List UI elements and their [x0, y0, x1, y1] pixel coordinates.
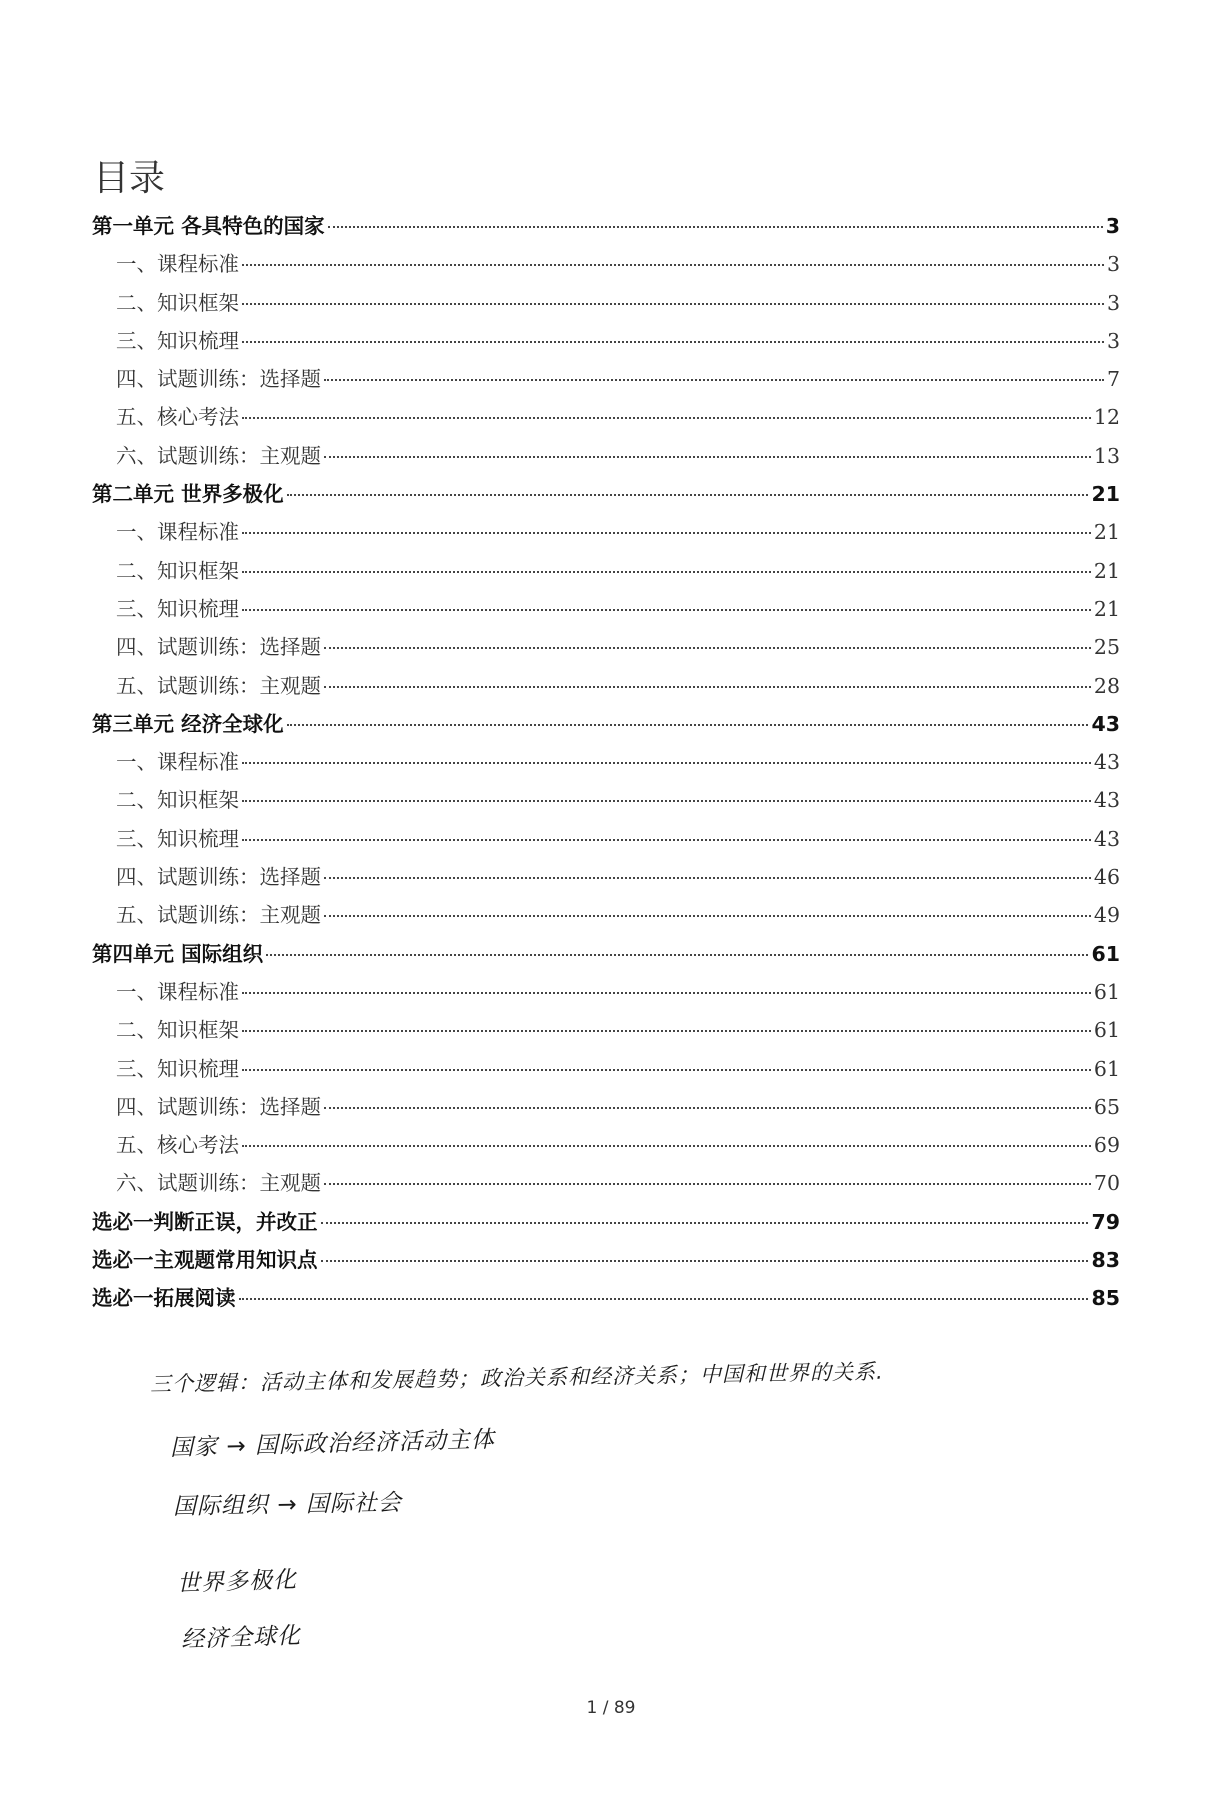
- dot-leader: [242, 264, 1104, 266]
- handwritten-note: 世界多极化: [176, 1566, 298, 1598]
- dot-leader: [324, 877, 1091, 879]
- toc-unit-entry[interactable]: [92, 1241, 1120, 1279]
- toc-entry-page-number: 61: [1091, 941, 1120, 966]
- toc-entry-label: 三、知识梳理: [116, 826, 239, 851]
- dot-leader: [324, 456, 1091, 458]
- toc-entry-page-number: 83: [1091, 1248, 1120, 1273]
- toc-sub-entry[interactable]: [92, 896, 1120, 934]
- toc-entry-page-number: 25: [1093, 635, 1120, 660]
- dot-leader: [324, 1183, 1091, 1185]
- toc-entry-page-number: 69: [1093, 1133, 1120, 1158]
- toc-entry-page-number: 61: [1093, 1018, 1120, 1043]
- toc-entry-label: 四、试题训练：选择题: [116, 635, 321, 660]
- toc-sub-entry[interactable]: [92, 820, 1120, 858]
- toc-sub-entry[interactable]: [92, 513, 1120, 551]
- toc-entry-label: 选必一拓展阅读: [92, 1286, 236, 1311]
- toc-sub-entry[interactable]: [92, 973, 1120, 1011]
- toc-entry-label: 四、试题训练：选择题: [116, 1094, 321, 1119]
- toc-sub-entry[interactable]: [92, 1050, 1120, 1088]
- toc-entry-page-number: 79: [1091, 1209, 1120, 1234]
- dot-leader: [242, 341, 1104, 343]
- dot-leader: [242, 303, 1104, 305]
- toc-entry-label: 四、试题训练：选择题: [116, 865, 321, 890]
- dot-leader: [266, 954, 1088, 956]
- dot-leader: [324, 686, 1091, 688]
- toc-entry-page-number: 28: [1093, 673, 1120, 698]
- dot-leader: [242, 992, 1091, 994]
- dot-leader: [242, 417, 1091, 419]
- toc-entry-label: 选必一主观题常用知识点: [92, 1248, 318, 1273]
- toc-entry-page-number: 21: [1093, 558, 1120, 583]
- toc-entry-page-number: 46: [1093, 865, 1120, 890]
- toc-entry-label: 一、课程标准: [116, 520, 239, 545]
- toc-sub-entry[interactable]: [92, 437, 1120, 475]
- toc-entry-label: 三、知识梳理: [116, 596, 239, 621]
- dot-leader: [328, 226, 1103, 228]
- toc-entry-page-number: 3: [1106, 290, 1120, 315]
- toc-entry-label: 三、知识梳理: [116, 328, 239, 353]
- toc-entry-page-number: 43: [1093, 826, 1120, 851]
- toc-entry-page-number: 3: [1106, 252, 1120, 277]
- dot-leader: [287, 494, 1089, 496]
- toc-entry-page-number: 61: [1093, 1056, 1120, 1081]
- toc-entry-label: 四、试题训练：选择题: [116, 367, 321, 392]
- toc-entry-label: 六、试题训练：主观题: [116, 1171, 321, 1196]
- toc-entry-label: 一、课程标准: [116, 750, 239, 775]
- toc-entry-label: 二、知识框架: [116, 558, 239, 583]
- toc-entry-page-number: 85: [1091, 1286, 1120, 1311]
- toc-unit-entry[interactable]: [92, 705, 1120, 743]
- toc-entry-label: 五、核心考法: [116, 1133, 239, 1158]
- toc-sub-entry[interactable]: [92, 245, 1120, 283]
- toc-entry-label: 第二单元 世界多极化: [92, 482, 284, 507]
- table-of-contents: [92, 207, 1120, 1318]
- dot-leader: [242, 532, 1091, 534]
- toc-entry-page-number: 3: [1106, 328, 1120, 353]
- toc-sub-entry[interactable]: [92, 1126, 1120, 1164]
- dot-leader: [324, 915, 1091, 917]
- toc-sub-entry[interactable]: [92, 743, 1120, 781]
- toc-sub-entry[interactable]: [92, 1088, 1120, 1126]
- toc-sub-entry[interactable]: [92, 398, 1120, 436]
- toc-entry-label: 三、知识梳理: [116, 1056, 239, 1081]
- page-number: 1 / 89: [586, 1698, 636, 1718]
- toc-entry-page-number: 70: [1093, 1171, 1120, 1196]
- toc-sub-entry[interactable]: [92, 858, 1120, 896]
- toc-unit-entry[interactable]: [92, 207, 1120, 245]
- toc-entry-page-number: 12: [1093, 405, 1120, 430]
- toc-heading: 目录: [93, 158, 166, 199]
- toc-sub-entry[interactable]: [92, 552, 1120, 590]
- toc-entry-label: 五、试题训练：主观题: [116, 903, 321, 928]
- dot-leader: [242, 571, 1091, 573]
- toc-entry-label: 五、试题训练：主观题: [116, 673, 321, 698]
- toc-entry-page-number: 43: [1093, 788, 1120, 813]
- toc-entry-page-number: 21: [1093, 520, 1120, 545]
- toc-entry-label: 一、课程标准: [116, 979, 239, 1004]
- handwritten-note: 经济全球化: [180, 1622, 302, 1654]
- dot-leader: [324, 1107, 1091, 1109]
- dot-leader: [242, 839, 1091, 841]
- dot-leader: [242, 1145, 1091, 1147]
- toc-entry-label: 一、课程标准: [116, 252, 239, 277]
- toc-entry-page-number: 43: [1091, 711, 1120, 736]
- toc-sub-entry[interactable]: [92, 590, 1120, 628]
- toc-sub-entry[interactable]: [92, 781, 1120, 819]
- toc-entry-page-number: 21: [1093, 596, 1120, 621]
- toc-entry-page-number: 65: [1093, 1094, 1120, 1119]
- dot-leader: [242, 762, 1091, 764]
- toc-entry-label: 第一单元 各具特色的国家: [92, 214, 325, 238]
- toc-unit-entry[interactable]: [92, 1279, 1120, 1317]
- toc-unit-entry[interactable]: [92, 475, 1120, 513]
- dot-leader: [324, 647, 1091, 649]
- handwritten-note: 国际组织 → 国际社会: [172, 1490, 403, 1520]
- toc-entry-page-number: 49: [1093, 903, 1120, 928]
- toc-sub-entry[interactable]: [92, 628, 1120, 666]
- toc-sub-entry[interactable]: [92, 284, 1120, 322]
- toc-entry-label: 二、知识框架: [116, 290, 239, 315]
- dot-leader: [287, 724, 1089, 726]
- toc-unit-entry[interactable]: [92, 1203, 1120, 1241]
- toc-entry-page-number: 3: [1105, 214, 1120, 238]
- toc-entry-label: 第三单元 经济全球化: [92, 711, 284, 736]
- toc-entry-label: 选必一判断正误，并改正: [92, 1209, 318, 1234]
- dot-leader: [242, 1030, 1091, 1032]
- dot-leader: [239, 1298, 1089, 1300]
- toc-entry-label: 五、核心考法: [116, 405, 239, 430]
- toc-entry-page-number: 61: [1093, 979, 1120, 1004]
- toc-entry-page-number: 21: [1091, 482, 1120, 507]
- toc-entry-page-number: 43: [1093, 750, 1120, 775]
- handwritten-note: 三个逻辑：活动主体和发展趋势；政治关系和经济关系；中国和世界的关系.: [149, 1359, 884, 1397]
- toc-entry-label: 二、知识框架: [116, 788, 239, 813]
- toc-sub-entry[interactable]: [92, 322, 1120, 360]
- dot-leader: [242, 609, 1091, 611]
- handwritten-note: 国家 → 国际政治经济活动主体: [169, 1426, 496, 1462]
- toc-entry-page-number: 7: [1106, 367, 1120, 392]
- toc-sub-entry[interactable]: [92, 360, 1120, 398]
- dot-leader: [321, 1260, 1089, 1262]
- toc-sub-entry[interactable]: [92, 1011, 1120, 1049]
- toc-entry-page-number: 13: [1093, 443, 1120, 468]
- toc-unit-entry[interactable]: [92, 935, 1120, 973]
- toc-sub-entry[interactable]: [92, 667, 1120, 705]
- dot-leader: [242, 800, 1091, 802]
- dot-leader: [242, 1069, 1091, 1071]
- dot-leader: [324, 379, 1104, 381]
- dot-leader: [321, 1222, 1089, 1224]
- toc-sub-entry[interactable]: [92, 1164, 1120, 1202]
- toc-entry-label: 第四单元 国际组织: [92, 941, 264, 966]
- toc-entry-label: 二、知识框架: [116, 1018, 239, 1043]
- toc-entry-label: 六、试题训练：主观题: [116, 443, 321, 468]
